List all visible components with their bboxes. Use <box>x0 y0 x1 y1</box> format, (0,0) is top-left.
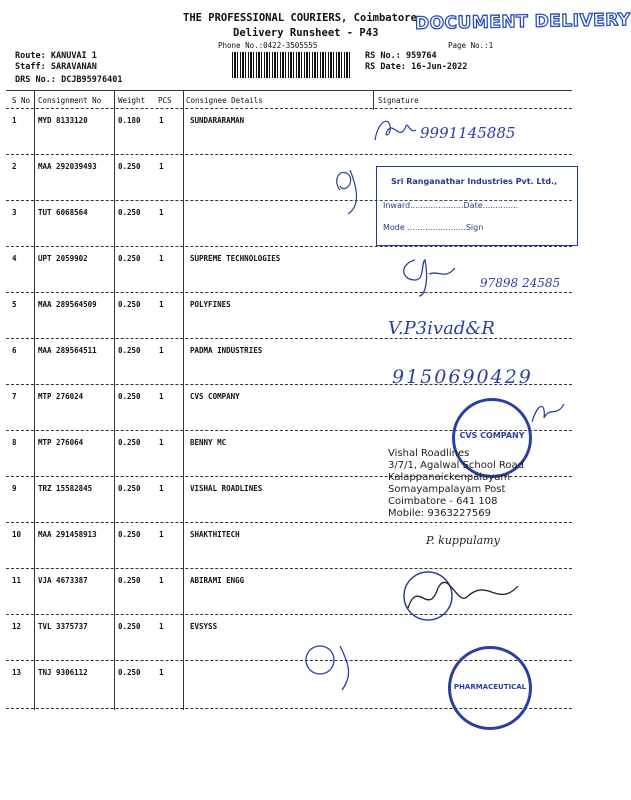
row-consignment: MYD 8133120 <box>38 116 88 125</box>
page-number: Page No.:1 <box>448 41 494 50</box>
col-consignment: Consignment No <box>38 96 102 105</box>
row-rule <box>6 522 572 523</box>
phone-number: Phone No.:0422-3505555 <box>218 41 318 50</box>
rs-no-value: 959764 <box>405 51 437 61</box>
row-pcs: 1 <box>159 438 164 447</box>
addr-line-6: Mobile: 9363227569 <box>388 508 491 519</box>
handwritten-phone-1: 9991145885 <box>420 124 516 142</box>
addr-line-3: Kalappanaickenpalayam <box>388 472 511 483</box>
row-weight: 0.250 <box>118 162 141 171</box>
row-consignment: UPT 2059902 <box>38 254 88 263</box>
row-consignee: VISHAL ROADLINES <box>190 484 263 493</box>
handwritten-phone-2: 97898 24585 <box>480 276 561 290</box>
row-sno: 2 <box>12 162 17 171</box>
company-name: THE PROFESSIONAL COURIERS, Coimbatore <box>183 12 417 24</box>
route-label: Route: <box>15 51 46 61</box>
row-consignee: POLYFINES <box>190 300 231 309</box>
handwritten-signature-p: P. kuppulamy <box>426 534 500 547</box>
addr-line-5: Coimbatore - 641 108 <box>388 496 498 507</box>
signature-4 <box>395 250 465 300</box>
stamp-inward: Inward.....................Date.............. <box>383 201 519 210</box>
row-consignee: EVSYSS <box>190 622 218 631</box>
stamp-company-name: Sri Ranganathar Industries Pvt. Ltd., <box>391 177 558 186</box>
row-weight: 0.250 <box>118 484 141 493</box>
row-consignee: SHAKTHITECH <box>190 530 240 539</box>
signature-1 <box>370 112 420 148</box>
row-pcs: 1 <box>159 668 164 677</box>
row-rule <box>6 246 572 247</box>
row-consignment: MTP 276064 <box>38 438 84 447</box>
row-pcs: 1 <box>159 484 164 493</box>
staff-label: Staff: <box>15 62 46 72</box>
sheet-title: Delivery Runsheet - P43 <box>233 27 379 39</box>
row-consignee: ABIRAMI ENGG <box>190 576 245 585</box>
rs-date-label: RS Date: <box>365 62 406 72</box>
row-consignment: MAA 292039493 <box>38 162 97 171</box>
row-weight: 0.250 <box>118 668 141 677</box>
addr-line-1: Vishal Roadlines <box>388 448 470 459</box>
row-weight: 0.250 <box>118 208 141 217</box>
row-consignment: VJA 4673387 <box>38 576 88 585</box>
row-consignment: TNJ 9306112 <box>38 668 88 677</box>
row-sno: 11 <box>12 576 22 585</box>
row-pcs: 1 <box>159 576 164 585</box>
staff-field <box>15 62 97 72</box>
row-consignment: MTP 276024 <box>38 392 84 401</box>
row-weight: 0.250 <box>118 530 141 539</box>
col-divider <box>34 90 35 710</box>
col-consignee: Consignee Details <box>186 96 263 105</box>
row-weight: 0.250 <box>118 576 141 585</box>
route-field <box>15 51 97 61</box>
handwritten-name: V.P3ivad&R <box>388 318 495 339</box>
row-weight: 0.250 <box>118 392 141 401</box>
row-sno: 1 <box>12 116 17 125</box>
addr-line-4: Somayampalayam Post <box>388 484 506 495</box>
row-consignee: CVS COMPANY <box>190 392 240 401</box>
row-weight: 0.250 <box>118 254 141 263</box>
row-sno: 5 <box>12 300 17 309</box>
row-sno: 12 <box>12 622 22 631</box>
row-pcs: 1 <box>159 254 164 263</box>
row-consignment: TRZ 15582845 <box>38 484 93 493</box>
row-weight: 0.250 <box>118 300 141 309</box>
row-consignee: BENNY MC <box>190 438 227 447</box>
row-consignment: TVL 3375737 <box>38 622 88 631</box>
table-top-rule <box>6 90 572 91</box>
row-sno: 10 <box>12 530 22 539</box>
row-weight: 0.250 <box>118 346 141 355</box>
row-sno: 8 <box>12 438 17 447</box>
row-sno: 6 <box>12 346 17 355</box>
signature-2 <box>330 160 370 220</box>
rs-no-field <box>365 51 437 61</box>
pharma-round-stamp <box>448 646 532 730</box>
signature-11 <box>398 568 528 628</box>
row-pcs: 1 <box>159 116 164 125</box>
row-pcs: 1 <box>159 392 164 401</box>
stamp-mode: Mode .......................Sign <box>383 223 484 232</box>
row-consignment: TUT 6068564 <box>38 208 88 217</box>
col-weight: Weight <box>118 96 146 105</box>
pharma-stamp-text: PHARMACEUTICAL <box>453 683 527 691</box>
col-pcs: PCS <box>158 96 172 105</box>
row-consignment: MAA 291458913 <box>38 530 97 539</box>
row-consignment: MAA 289564511 <box>38 346 97 355</box>
cvs-stamp-text: CVS COMPANY <box>459 431 525 440</box>
address-stamp <box>388 448 524 520</box>
company-stamp <box>376 166 578 246</box>
row-pcs: 1 <box>159 208 164 217</box>
row-sno: 3 <box>12 208 17 217</box>
row-consignee: SUPREME TECHNOLOGIES <box>190 254 281 263</box>
header-rule <box>6 108 572 109</box>
staff-value: SARAVANAN <box>50 62 97 72</box>
row-pcs: 1 <box>159 300 164 309</box>
row-weight: 0.250 <box>118 438 141 447</box>
row-sno: 9 <box>12 484 17 493</box>
row-rule <box>6 154 572 155</box>
row-rule <box>6 292 572 293</box>
row-sno: 13 <box>12 668 22 677</box>
row-sno: 7 <box>12 392 17 401</box>
col-signature: Signature <box>378 96 419 105</box>
col-divider <box>183 90 184 710</box>
row-consignee: SUNDARARAMAN <box>190 116 245 125</box>
drs-label: DRS No.: <box>15 75 56 85</box>
rs-no-label: RS No.: <box>365 51 401 61</box>
rs-date-value: 16-Jun-2022 <box>411 62 468 72</box>
row-pcs: 1 <box>159 622 164 631</box>
row-sno: 4 <box>12 254 17 263</box>
col-divider <box>373 90 374 110</box>
handwritten-phone-3: 9150690429 <box>392 366 533 388</box>
row-weight: 0.250 <box>118 622 141 631</box>
row-consignment: MAA 289564509 <box>38 300 97 309</box>
row-pcs: 1 <box>159 162 164 171</box>
barcode-image <box>232 52 352 78</box>
signature-7 <box>528 398 568 428</box>
col-sno: S No <box>12 96 31 105</box>
row-consignee: PADMA INDUSTRIES <box>190 346 263 355</box>
col-divider <box>114 90 115 710</box>
addr-line-2: 3/7/1, Agalwal School Road <box>388 460 525 471</box>
row-pcs: 1 <box>159 530 164 539</box>
document-delivery-stamp: DOCUMENT DELIVERY <box>414 10 631 34</box>
rs-date-field <box>365 62 467 72</box>
row-pcs: 1 <box>159 346 164 355</box>
drs-value: DCJB95976401 <box>61 75 123 85</box>
signature-12 <box>290 636 370 696</box>
drs-field <box>15 75 123 85</box>
route-value: KANUVAI 1 <box>50 51 97 61</box>
row-weight: 0.180 <box>118 116 141 125</box>
